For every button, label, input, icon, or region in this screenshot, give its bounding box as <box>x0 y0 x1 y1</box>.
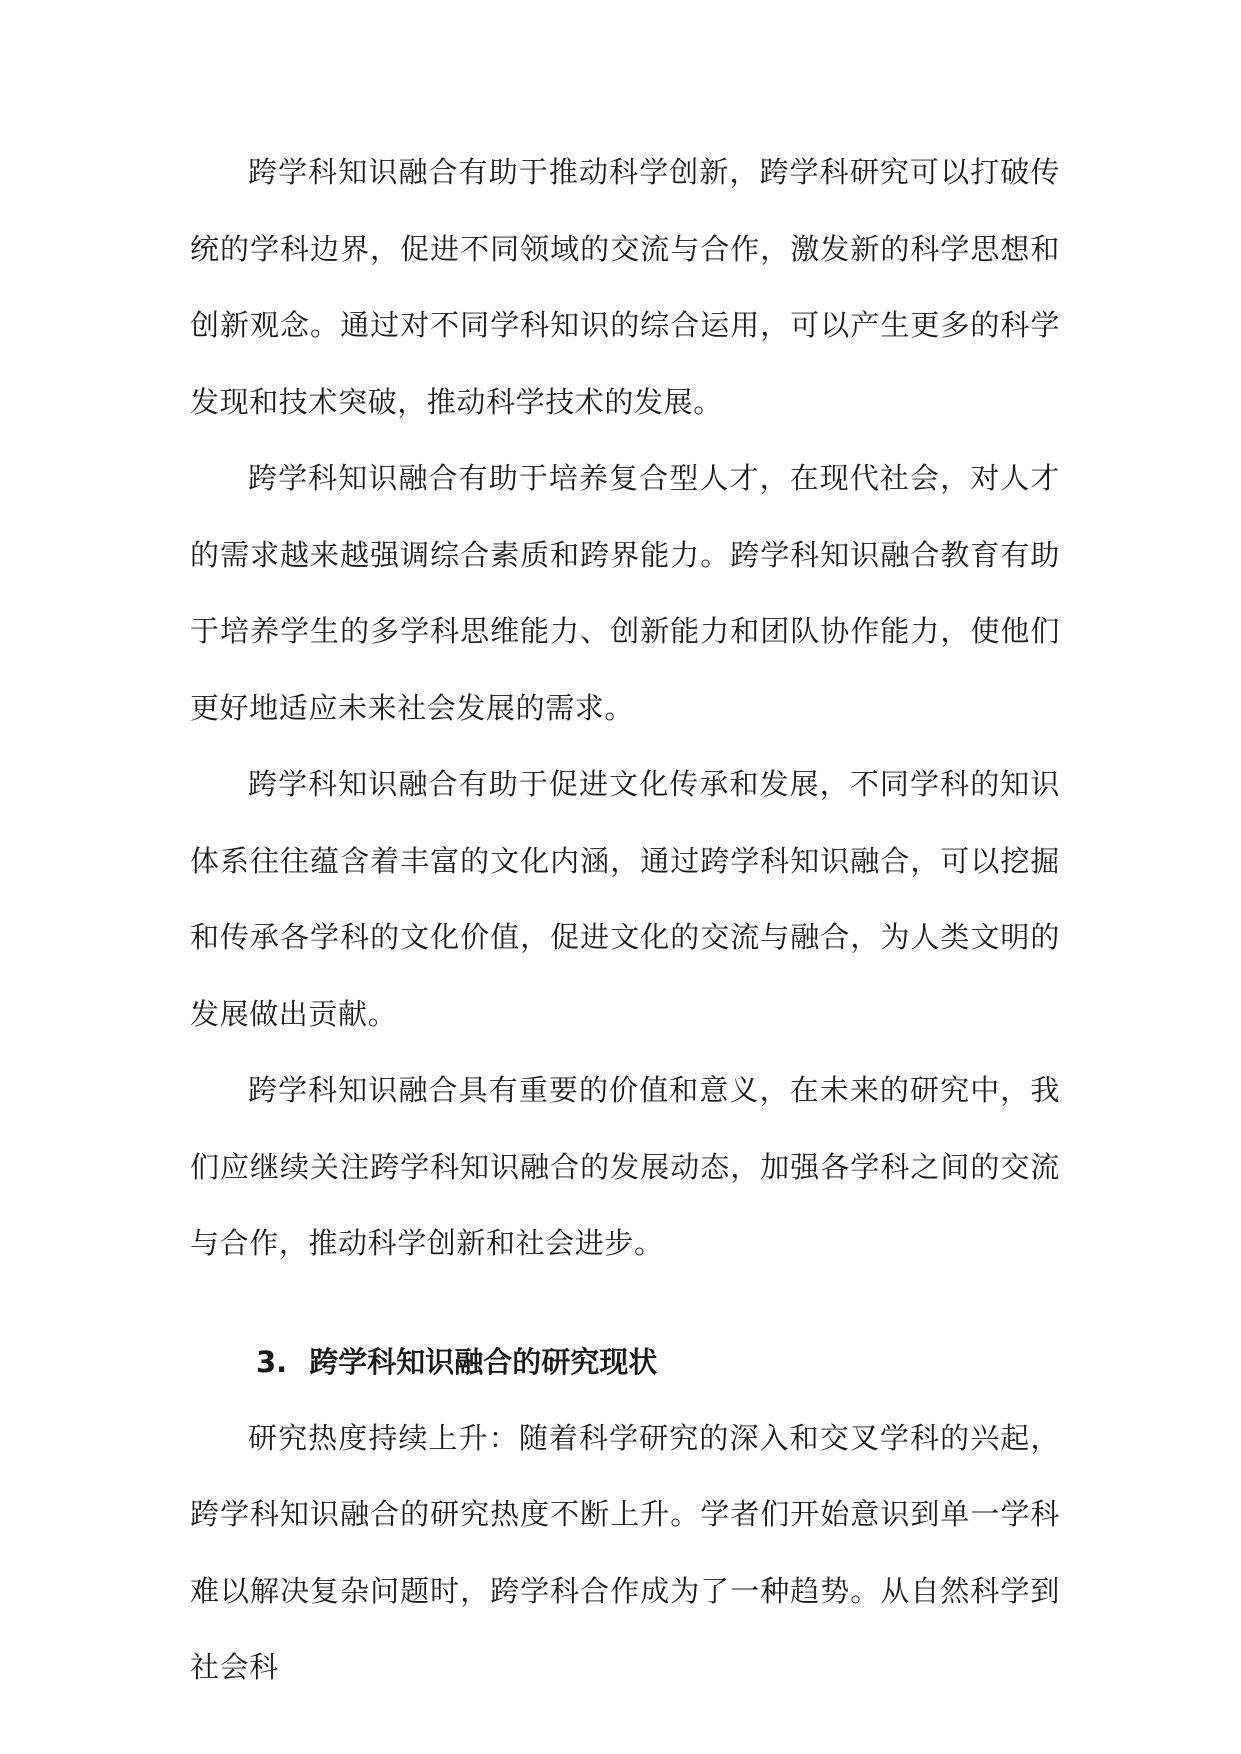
section-number: 3. <box>256 1344 288 1379</box>
document-page <box>190 134 1060 1706</box>
section-title: 跨学科知识融合的研究现状 <box>309 1344 658 1379</box>
body-paragraph: 跨学科知识融合有助于推动科学创新，跨学科研究可以打破传统的学科边界，促进不同领域的交流与合作，激发新的科学思想和创新观念。通过对不同学科知识的综合运用，可以产生更多的科学发现和技术突破，推动科学技术的发展。 <box>190 155 1060 419</box>
body-paragraph: 研究热度持续上升：随着科学研究的深入和交叉学科的兴起，跨学科知识融合的研究热度不断上升。学者们开始意识到单一学科难以解决复杂问题时，跨学科合作成为了一种趋势。从自然科学到社会科 <box>190 1420 1060 1684</box>
section-heading <box>190 1324 1060 1400</box>
body-paragraph: 跨学科知识融合具有重要的价值和意义，在未来的研究中，我们应继续关注跨学科知识融合的发展动态，加强各学科之间的交流与合作，推动科学创新和社会进步。 <box>190 1073 1060 1260</box>
body-paragraph: 跨学科知识融合有助于培养复合型人才，在现代社会，对人才的需求越来越强调综合素质和跨界能力。跨学科知识融合教育有助于培养学生的多学科思维能力、创新能力和团队协作能力，使他们更好地适应未来社会发展的需求。 <box>190 461 1060 725</box>
body-paragraph: 跨学科知识融合有助于促进文化传承和发展，不同学科的知识体系往往蕴含着丰富的文化内涵，通过跨学科知识融合，可以挖掘和传承各学科的文化价值，促进文化的交流与融合，为人类文明的发展做出贡献。 <box>190 767 1060 1031</box>
